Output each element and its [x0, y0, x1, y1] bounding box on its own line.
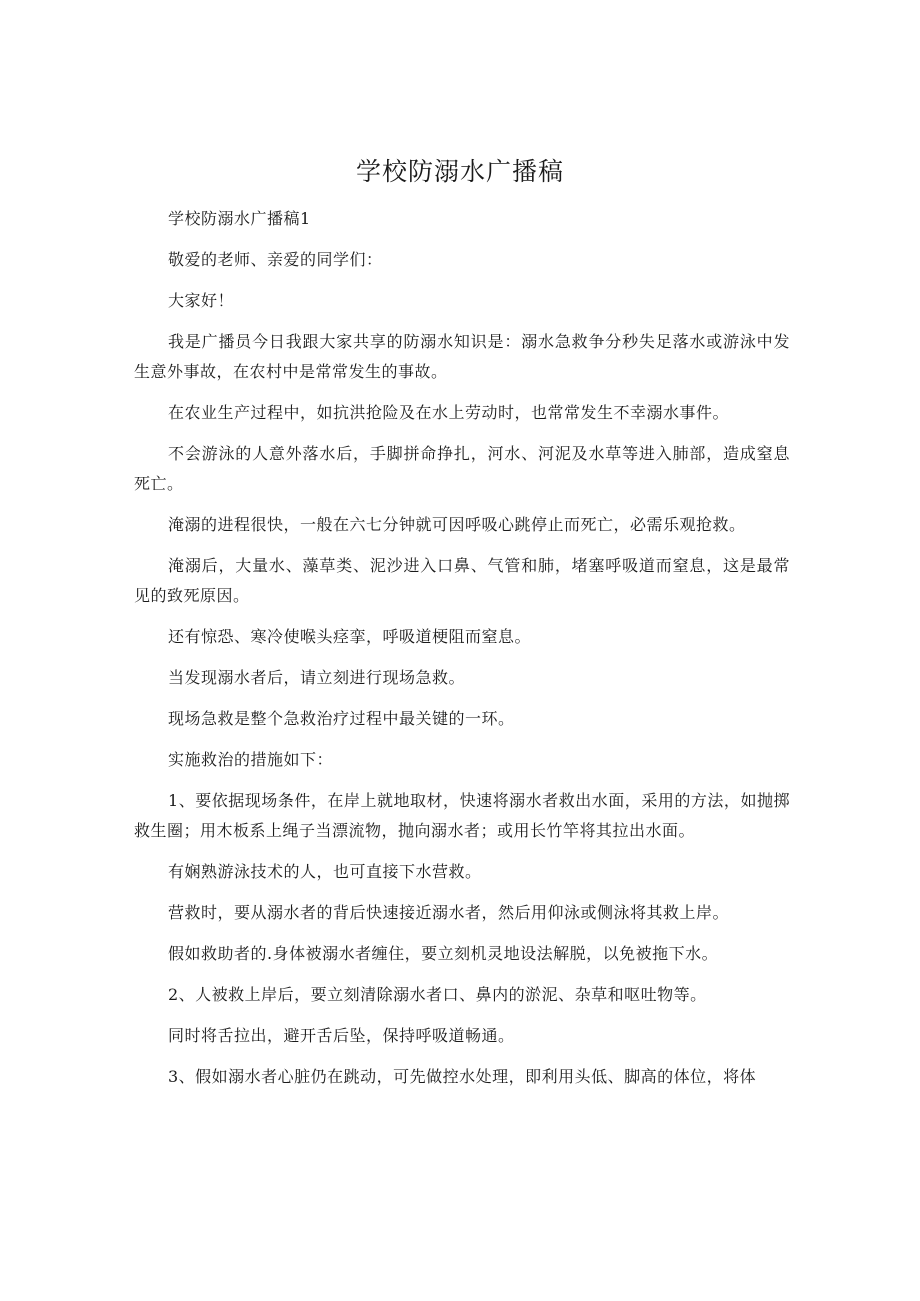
paragraph: 淹溺后，大量水、藻草类、泥沙进入口鼻、气管和肺，堵塞呼吸道而窒息，这是最常见的致死原因。: [134, 556, 790, 605]
paragraph: 2、人被救上岸后，要立刻清除溺水者口、鼻内的淤泥、杂草和呕吐物等。: [168, 985, 707, 1004]
paragraph: 有娴熟游泳技术的人，也可直接下水营救。: [168, 862, 482, 881]
paragraph: 营救时，要从溺水者的背后快速接近溺水者，然后用仰泳或侧泳将其救上岸。: [168, 903, 730, 922]
paragraph: 同时将舌拉出，避开舌后坠，保持呼吸道畅通。: [168, 1026, 515, 1045]
paragraph: 1、要依据现场条件，在岸上就地取材，快速将溺水者救出水面，采用的方法，如抛掷救生圈；用木板系上绳子当漂流物，抛向溺水者；或用长竹竿将其拉出水面。: [134, 791, 790, 840]
paragraph: 敬爱的老师、亲爱的同学们：: [168, 250, 383, 269]
document-title: 学校防溺水广播稿: [355, 157, 564, 186]
paragraph: 在农业生产过程中，如抗洪抢险及在水上劳动时，也常常发生不幸溺水事件。: [168, 403, 730, 422]
paragraph: 淹溺的进程很快，一般在六七分钟就可因呼吸心跳停止而死亡，必需乐观抢救。: [168, 515, 746, 534]
paragraph: 还有惊恐、寒冷使喉头痉挛，呼吸道梗阻而窒息。: [168, 627, 532, 646]
document-body: [134, 204, 790, 1103]
paragraph: 现场急救是整个急救治疗过程中最关键的一环。: [168, 709, 515, 728]
paragraph: 当发现溺水者后，请立刻进行现场急救。: [168, 668, 466, 687]
paragraph: 学校防溺水广播稿1: [168, 209, 311, 228]
paragraph: 大家好！: [168, 291, 235, 310]
paragraph: 我是广播员今日我跟大家共享的防溺水知识是：溺水急救争分秒失足落水或游泳中发生意外事故，在农村中是常常发生的事故。: [134, 332, 790, 381]
paragraph: 不会游泳的人意外落水后，手脚拼命挣扎，河水、河泥及水草等进入肺部，造成窒息死亡。: [134, 444, 790, 493]
paragraph: 假如救助者的.身体被溺水者缠住，要立刻机灵地设法解脱，以免被拖下水。: [168, 944, 719, 963]
paragraph: 实施救治的措施如下：: [168, 750, 334, 769]
paragraph: 3、假如溺水者心脏仍在跳动，可先做控水处理，即利用头低、脚高的体位，将体: [168, 1067, 757, 1086]
